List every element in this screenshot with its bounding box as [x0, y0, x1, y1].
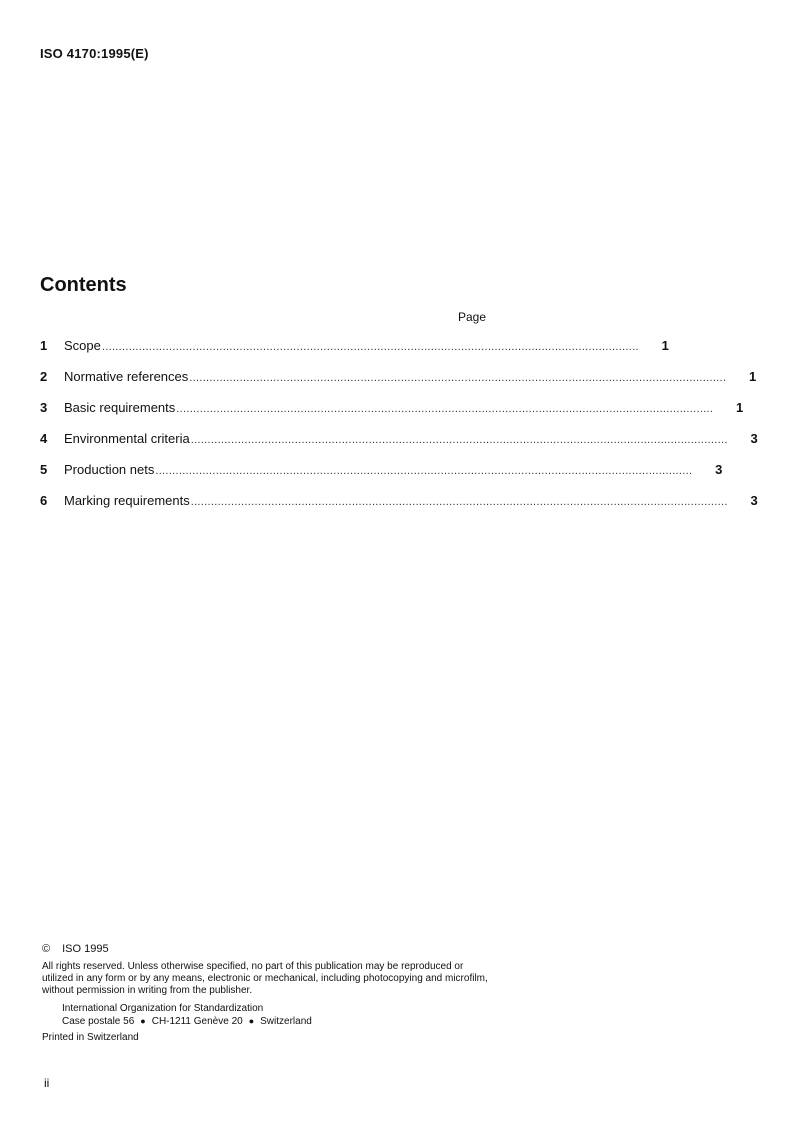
- organization-name: International Organization for Standardization: [62, 1003, 264, 1014]
- organization-address: [62, 1015, 312, 1028]
- toc-entry-title: Environmental criteria: [64, 431, 190, 446]
- toc-entry-number: 3: [40, 400, 48, 415]
- dot-leader: ................................................................................................................................................................: [190, 434, 728, 446]
- bullet-icon: ●: [248, 1016, 255, 1026]
- toc-entry[interactable]: [40, 338, 669, 369]
- toc-entry-title: Normative references: [64, 369, 189, 384]
- rights-statement: All rights reserved. Unless otherwise specified, no part of this publication may be reproduced or utilized in any form or by any means, electronic or mechanical, including photocopying and microfilm, without permission in writing from the publisher.: [42, 961, 488, 996]
- dot-leader: ................................................................................................................................................................: [189, 372, 727, 384]
- toc-entry-title: Production nets: [64, 462, 155, 477]
- page-number: ii: [44, 1076, 50, 1090]
- toc-entry-page: 1: [661, 338, 669, 353]
- toc-entry-title: Marking requirements: [64, 493, 190, 508]
- toc-entry-number: 4: [40, 431, 48, 446]
- toc-entry-number: 2: [40, 369, 48, 384]
- dot-leader: ................................................................................................................................................................: [155, 465, 693, 477]
- address-country: Switzerland: [260, 1016, 312, 1027]
- copyright-icon: ©: [42, 943, 51, 955]
- toc-entry[interactable]: [40, 400, 744, 431]
- toc-entry[interactable]: [40, 431, 758, 462]
- toc-entry-page: 1: [736, 400, 744, 415]
- toc-entry-page: 3: [750, 431, 758, 446]
- toc-entry-title: Basic requirements: [64, 400, 176, 415]
- toc-entry[interactable]: [40, 369, 757, 400]
- copyright-text: ISO 1995: [62, 943, 109, 955]
- copyright-notice: [42, 943, 109, 955]
- dot-leader: ................................................................................................................................................................: [101, 341, 639, 353]
- contents-title: Contents: [40, 274, 127, 296]
- toc-entry[interactable]: [40, 462, 723, 493]
- table-of-contents: [40, 338, 758, 524]
- toc-entry-page: 3: [750, 493, 758, 508]
- toc-entry-page: 3: [715, 462, 723, 477]
- document-id: ISO 4170:1995(E): [40, 46, 149, 61]
- page-column-label: Page: [458, 310, 487, 324]
- bullet-icon: ●: [140, 1016, 146, 1026]
- organization-address-block: [62, 1003, 312, 1028]
- address-postal-box: Case postale 56: [62, 1016, 135, 1027]
- toc-entry[interactable]: [40, 493, 758, 524]
- toc-entry-title: Scope: [64, 338, 101, 353]
- dot-leader: ................................................................................................................................................................: [190, 496, 728, 508]
- dot-leader: ................................................................................................................................................................: [176, 403, 714, 415]
- toc-entry-number: 5: [40, 462, 48, 477]
- toc-entry-number: 6: [40, 493, 48, 508]
- toc-entry-number: 1: [40, 338, 48, 353]
- printed-in-statement: Printed in Switzerland: [42, 1032, 139, 1043]
- address-city: CH-1211 Genève 20: [151, 1016, 243, 1027]
- toc-entry-page: 1: [749, 369, 757, 384]
